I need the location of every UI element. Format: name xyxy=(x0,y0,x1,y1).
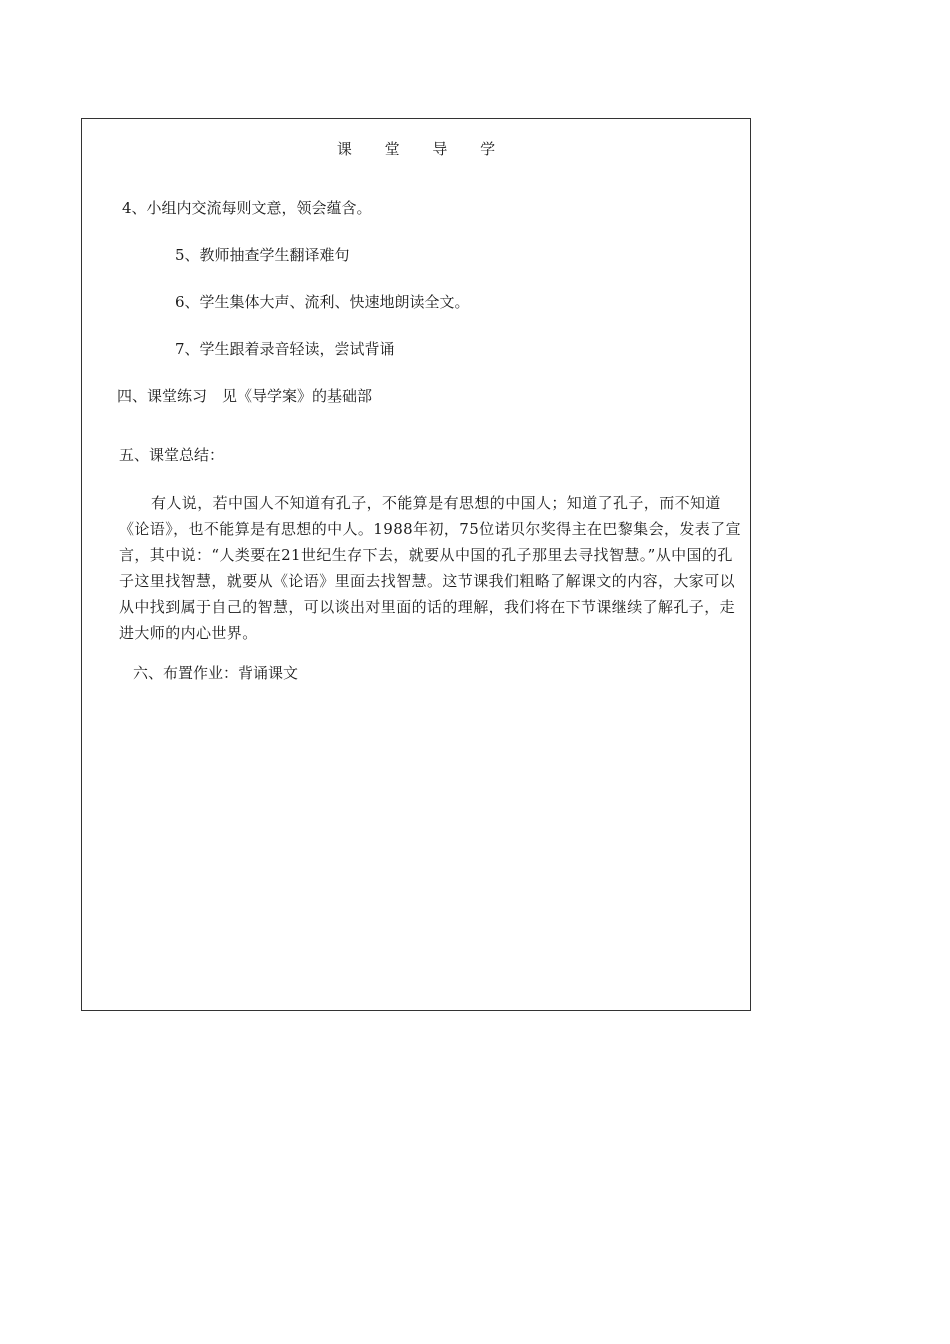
section-title: 课 堂 导 学 xyxy=(336,140,510,158)
step-item-6: 6、学生集体大声、流利、快速地朗读全文。 xyxy=(175,293,470,311)
homework-line: 六、布置作业：背诵课文 xyxy=(133,664,299,682)
step-item-7: 7、学生跟着录音轻读，尝试背诵 xyxy=(175,340,395,358)
summary-paragraph: 有人说，若中国人不知道有孔子，不能算是有思想的中国人；知道了孔子，而不知道《论语》，也不能算是有思想的中人。1988年初，75位诺贝尔奖得主在巴黎集会，发表了宣言，其中说：“人类要在21世纪生存下去，就要从中国的孔子那里去寻找智慧。”从中国的孔子这里找智慧，就要从《论语》里面去找智慧。这节课我们粗略了解课文的内容，大家可以从中找到属于自己的智慧，可以谈出对里面的话的理解，我们将在下节课继续了解孔子，走进大师的内心世界。 xyxy=(119,494,741,642)
step-item-5: 5、教师抽查学生翻译难句 xyxy=(175,246,350,264)
step-item-4: 4、小组内交流每则文意，领会蕴含。 xyxy=(122,199,372,217)
summary-heading: 五、课堂总结： xyxy=(119,446,225,464)
lesson-guide-box xyxy=(81,118,751,1011)
classroom-practice-heading: 四、课堂练习 见《导学案》的基础部 xyxy=(117,387,373,405)
